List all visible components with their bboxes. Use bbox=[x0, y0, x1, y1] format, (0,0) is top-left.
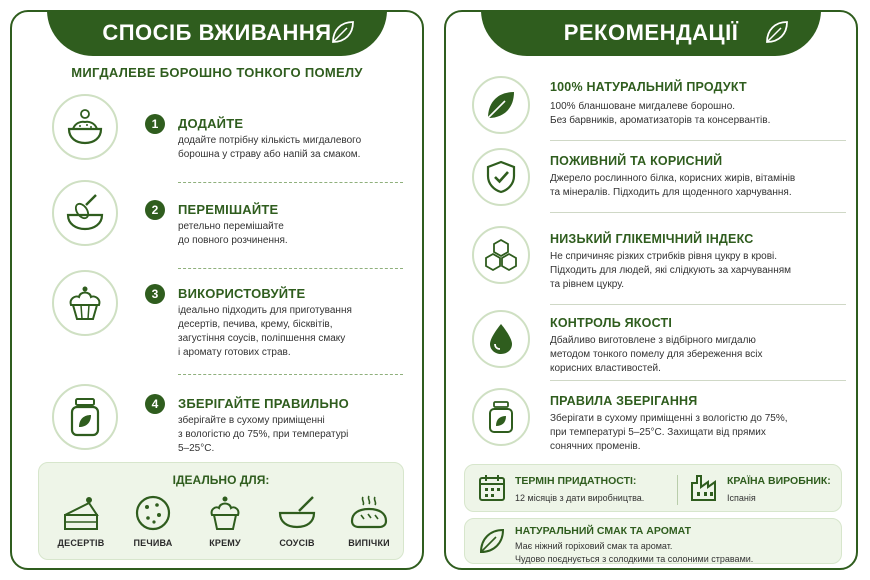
shelf-life-text: 12 місяців з дати виробництва. bbox=[515, 493, 645, 503]
step-text: ретельно перемішайте до повного розчинення. bbox=[178, 221, 288, 246]
jar-icon bbox=[483, 399, 519, 435]
rec-title: ПРАВИЛА ЗБЕРІГАННЯ bbox=[550, 394, 698, 408]
usage-subtitle: МИГДАЛЕВЕ БОРОШНО ТОНКОГО ПОМЕЛУ bbox=[71, 65, 363, 80]
divider bbox=[178, 374, 403, 375]
rec-title: ПОЖИВНИЙ ТА КОРИСНИЙ bbox=[550, 154, 723, 168]
leaf-icon bbox=[763, 18, 791, 46]
rec-title: КОНТРОЛЬ ЯКОСТІ bbox=[550, 316, 672, 330]
recommendations-panel bbox=[444, 10, 858, 570]
rec-text: Зберігати в сухому приміщенні з вологістю до 75%, при температурі 5–25°С. Захищати від прямих сонячних променів. bbox=[550, 413, 788, 452]
rec-text: Дбайливо виготовлене з відбірного мигдалю методом тонкого помелу для збереження всіх корисних властивостей. bbox=[550, 335, 763, 374]
divider bbox=[550, 380, 846, 381]
rec-text: 100% бланшоване мигдалеве борошно. Без барвників, ароматизаторів та консервантів. bbox=[550, 101, 771, 126]
ideal-item-desserts bbox=[45, 493, 117, 548]
shelf-life-title: ТЕРМІН ПРИДАТНОСТІ: bbox=[515, 475, 637, 487]
divider bbox=[550, 304, 846, 305]
step-number: 2 bbox=[145, 200, 165, 220]
cream-icon bbox=[205, 493, 245, 533]
ideal-item-baking bbox=[333, 493, 405, 548]
step-text: зберігайте в сухому приміщенні з вологістю до 75%, при температурі 5–25°С. bbox=[178, 415, 349, 454]
ideal-item-label: СОУСІВ bbox=[279, 538, 315, 548]
leaf-icon bbox=[483, 87, 519, 123]
bread-icon bbox=[349, 493, 389, 533]
rec-title: НИЗЬКИЙ ГЛІКЕМІЧНИЙ ІНДЕКС bbox=[550, 232, 754, 246]
country-text: Іспанія bbox=[727, 493, 756, 503]
ideal-item-cream bbox=[189, 493, 261, 548]
rec-text: Не спричиняє різких стрибків рівня цукру в крові. Підходить для людей, які слідкують за харчуванням та рівнем цукру. bbox=[550, 251, 792, 290]
leaf-icon bbox=[329, 18, 357, 46]
leaf-icon bbox=[477, 526, 507, 556]
step-number: 3 bbox=[145, 284, 165, 304]
cubes-icon bbox=[483, 237, 519, 273]
cupcake-icon bbox=[63, 281, 107, 325]
drop-icon bbox=[483, 321, 519, 357]
rec-text: Джерело рослинного білка, корисних жирів, вітамінів та мінералів. Підходить для щоденного харчування. bbox=[550, 173, 796, 198]
ideal-item-label: КРЕМУ bbox=[209, 538, 241, 548]
step-text: додайте потрібну кількість мигдалевого борошна у страву або напій за смаком. bbox=[178, 135, 362, 160]
factory-icon bbox=[689, 473, 721, 503]
step-title: ЗБЕРІГАЙТЕ ПРАВИЛЬНО bbox=[178, 396, 349, 411]
bowl-icon bbox=[63, 105, 107, 149]
divider bbox=[178, 268, 403, 269]
sauce-bowl-icon bbox=[277, 493, 317, 533]
ideal-item-label: ДЕСЕРТІВ bbox=[57, 538, 105, 548]
shelf-country-box bbox=[464, 464, 842, 512]
usage-title: СПОСІБ ВЖИВАННЯ bbox=[102, 20, 332, 45]
country-title: КРАЇНА ВИРОБНИК: bbox=[727, 475, 831, 487]
rec-title: 100% НАТУРАЛЬНИЙ ПРОДУКТ bbox=[550, 80, 747, 94]
cookie-icon bbox=[133, 493, 173, 533]
cake-icon bbox=[61, 493, 101, 533]
step-text: ідеально підходить для приготування десертів, печива, крему, бісквітів, загустіння соусів, поліпшення смаку і аромату готових страв. bbox=[178, 305, 352, 358]
shield-check-icon bbox=[483, 159, 519, 195]
step-title: ВИКОРИСТОВУЙТЕ bbox=[178, 286, 306, 301]
divider bbox=[550, 212, 846, 213]
recommendations-title: РЕКОМЕНДАЦІЇ bbox=[563, 20, 739, 45]
divider bbox=[178, 182, 403, 183]
taste-title: НАТУРАЛЬНИЙ СМАК ТА АРОМАТ bbox=[515, 525, 692, 537]
step-number: 1 bbox=[145, 114, 165, 134]
usage-banner bbox=[47, 10, 387, 56]
taste-box bbox=[464, 518, 842, 564]
usage-panel bbox=[10, 10, 424, 570]
whisk-icon bbox=[63, 191, 107, 235]
ideal-item-cookies bbox=[117, 493, 189, 548]
ideal-for-box bbox=[38, 462, 404, 560]
jar-icon bbox=[63, 395, 107, 439]
calendar-icon bbox=[477, 473, 507, 503]
divider bbox=[677, 475, 678, 505]
step-title: ДОДАЙТЕ bbox=[178, 116, 244, 131]
ideal-item-sauces bbox=[261, 493, 333, 548]
divider bbox=[550, 140, 846, 141]
taste-text: Має ніжний горіховий смак та аромат. Чудово поєднується з солодкими та солоними стравами. bbox=[515, 541, 754, 564]
recommendations-banner bbox=[481, 10, 821, 56]
step-number: 4 bbox=[145, 394, 165, 414]
ideal-item-label: ВИПІЧКИ bbox=[348, 538, 390, 548]
step-title: ПЕРЕМІШАЙТЕ bbox=[178, 202, 279, 217]
ideal-item-label: ПЕЧИВА bbox=[133, 538, 173, 548]
ideal-for-title: ІДЕАЛЬНО ДЛЯ: bbox=[172, 473, 270, 487]
